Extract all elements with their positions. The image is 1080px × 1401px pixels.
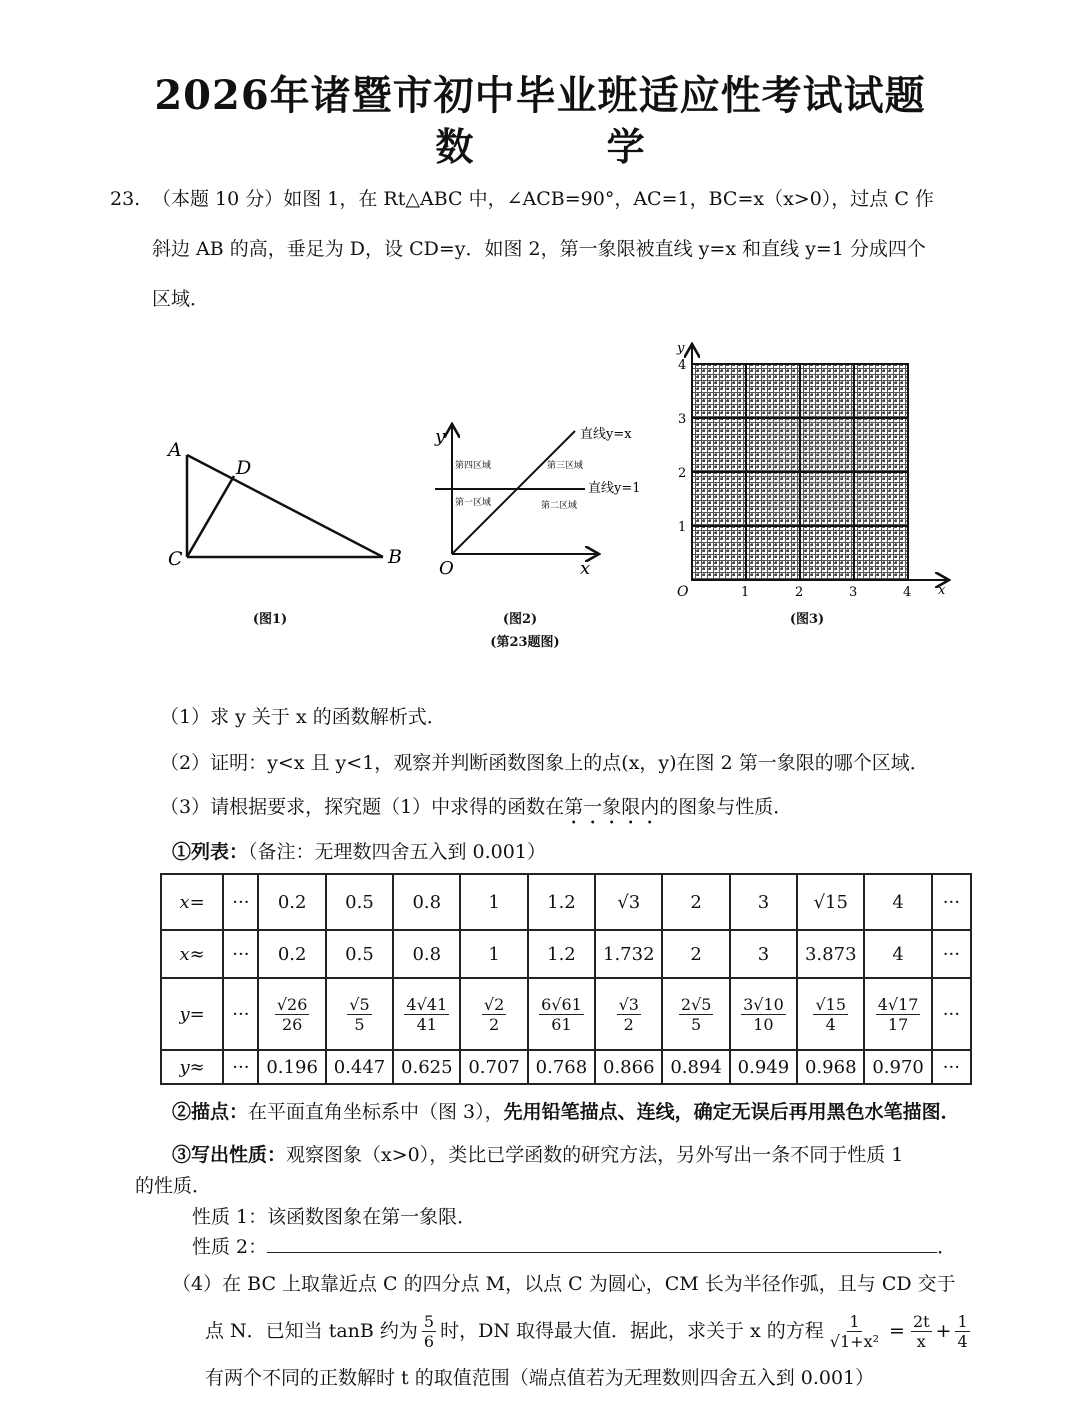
table-cell: 0.866 xyxy=(595,1050,662,1084)
figure-2 xyxy=(425,418,665,588)
table-cell: $\frac{√3}{2}$ xyxy=(595,978,662,1050)
value-table xyxy=(160,873,972,1085)
step-2-text: 在平面直角坐标系中（图 3）， xyxy=(248,1101,504,1123)
intro-line-2: 斜边 AB 的高，垂足为 D，设 CD=y．如图 2，第一象限被直线 y=x 和直线 y=1 分成四个 xyxy=(152,238,926,260)
fig3-y-tick-3: 3 xyxy=(678,412,687,427)
row-label: y≈ xyxy=(161,1050,223,1084)
property-2-end: ． xyxy=(937,1236,957,1258)
figures-group-caption: (第23题图) xyxy=(490,635,560,650)
part-3 xyxy=(160,796,792,829)
label-c: C xyxy=(168,548,183,570)
table-cell: 0.8 xyxy=(393,930,460,978)
fig3-y-tick-1: 1 xyxy=(678,520,687,535)
fig3-y-tick-4: 4 xyxy=(678,358,687,373)
ellipsis-cell: ··· xyxy=(932,874,971,930)
table-row xyxy=(161,1050,971,1084)
table-cell: 0.625 xyxy=(393,1050,460,1084)
figure-1 xyxy=(150,430,420,590)
part-4-line-1: （4）在 BC 上取靠近点 C 的四分点 M，以点 C 为圆心，CM 长为半径作弧，且与 CD 交于 xyxy=(172,1273,956,1295)
table-cell: 1.2 xyxy=(528,930,595,978)
line-y-eq-x xyxy=(452,431,578,554)
label-line-y-eq-1: 直线y=1 xyxy=(588,481,641,496)
eq-rhs-1-num: 2t xyxy=(912,1311,930,1331)
part-3-prefix: （3）请根据要求，探究题（1）中求得的函数在 xyxy=(160,796,565,818)
table-cell: 0.447 xyxy=(326,1050,393,1084)
row-label: x= xyxy=(161,874,223,930)
table-title-note: （备注：无理数四舍五入到 0.001） xyxy=(248,841,546,863)
row-label: x≈ xyxy=(161,930,223,978)
eq-lhs xyxy=(828,1312,881,1351)
table-row xyxy=(161,978,971,1050)
property-2-blank[interactable] xyxy=(267,1238,937,1253)
row-label: y= xyxy=(161,978,223,1050)
table-row xyxy=(161,930,971,978)
eq-rhs-1-den: x xyxy=(916,1331,926,1351)
figure-3 xyxy=(665,338,960,603)
table-cell: $\frac{4√17}{17}$ xyxy=(864,978,931,1050)
table-cell: 0.5 xyxy=(326,930,393,978)
table-cell: 0.970 xyxy=(864,1050,931,1084)
table-cell: 4 xyxy=(864,874,931,930)
region-3-label: 第三区域 xyxy=(547,461,584,471)
table-cell: 3 xyxy=(730,874,797,930)
ellipsis-cell: ··· xyxy=(223,978,258,1050)
table-cell: $\frac{4√41}{41}$ xyxy=(393,978,460,1050)
table-row xyxy=(161,874,971,930)
fig3-x-label: x xyxy=(938,583,946,598)
table-cell: 1 xyxy=(460,874,527,930)
table-cell: $\frac{6√61}{61}$ xyxy=(528,978,595,1050)
table-cell: 2 xyxy=(662,874,729,930)
fig2-y-label: y xyxy=(435,426,446,447)
part-3-emphasis: 第一象限内 xyxy=(564,796,660,818)
table-cell: 0.2 xyxy=(258,874,325,930)
region-4-label: 第四区域 xyxy=(455,461,492,471)
table-cell: 0.196 xyxy=(258,1050,325,1084)
table-cell: 1.2 xyxy=(528,874,595,930)
fig3-y-label: y xyxy=(677,341,685,356)
ellipsis-cell: ··· xyxy=(932,1050,971,1084)
table-cell: 1.732 xyxy=(595,930,662,978)
table-cell: $\frac{√5}{5}$ xyxy=(326,978,393,1050)
table-cell: 0.968 xyxy=(797,1050,864,1084)
table-cell: 0.894 xyxy=(662,1050,729,1084)
step-3-line-2: 的性质． xyxy=(135,1175,212,1197)
fig3-x-tick-2: 2 xyxy=(795,585,804,600)
table-title xyxy=(172,841,546,863)
table-cell: √15 xyxy=(797,874,864,930)
table-cell: $\frac{√26}{26}$ xyxy=(258,978,325,1050)
label-line-y-eq-x: 直线y=x xyxy=(580,427,632,442)
step-3-label: ③写出性质： xyxy=(172,1144,287,1166)
table-cell: 3 xyxy=(730,930,797,978)
table-cell: 0.707 xyxy=(460,1050,527,1084)
fig3-x-tick-4: 4 xyxy=(903,585,912,600)
question-number: 23. xyxy=(110,188,141,210)
step-2 xyxy=(172,1101,960,1123)
fig2-x-label: x xyxy=(580,558,591,579)
property-2-label: 性质 2： xyxy=(192,1236,268,1258)
ellipsis-cell: ··· xyxy=(223,874,258,930)
label-b: B xyxy=(388,546,402,568)
part-4-line-3: 有两个不同的正数解时 t 的取值范围（端点值若为无理数则四舍五入到 0.001） xyxy=(205,1367,875,1389)
table-cell: $\frac{2√5}{5}$ xyxy=(662,978,729,1050)
property-1: 性质 1：该函数图象在第一象限． xyxy=(192,1206,477,1228)
region-2-label: 第二区域 xyxy=(541,501,578,511)
step-2-bold-text: 先用铅笔描点、连线，确定无误后再用黑色水笔描图． xyxy=(503,1101,960,1123)
eq-rhs-2-den: 4 xyxy=(957,1331,968,1351)
region-1-label: 第一区域 xyxy=(455,498,492,508)
eq-rhs-2 xyxy=(955,1312,969,1351)
altitude-cd xyxy=(187,476,234,557)
table-cell: 2 xyxy=(662,930,729,978)
frac-tanB xyxy=(422,1312,436,1351)
label-d: D xyxy=(236,457,252,479)
table-cell: 4 xyxy=(864,930,931,978)
table-cell: 3.873 xyxy=(797,930,864,978)
frac-tanB-den: 6 xyxy=(423,1331,435,1351)
part-1: （1）求 y 关于 x 的函数解析式． xyxy=(160,706,446,728)
fig3-origin: O xyxy=(677,584,689,600)
part-4-text-a: 点 N．已知当 tanB 约为 xyxy=(205,1320,418,1342)
fig3-y-tick-2: 2 xyxy=(678,466,687,481)
table-title-label: ①列表： xyxy=(172,841,249,863)
ellipsis-cell: ··· xyxy=(223,1050,258,1084)
eq-rhs-2-num: 1 xyxy=(957,1311,968,1331)
intro-line-3: 区域． xyxy=(152,288,210,310)
fig3-x-tick-3: 3 xyxy=(849,585,858,600)
step-3 xyxy=(172,1144,903,1166)
fig3-x-tick-1: 1 xyxy=(741,585,750,600)
label-a: A xyxy=(168,439,182,461)
step-2-label: ②描点： xyxy=(172,1101,249,1123)
table-cell: 0.8 xyxy=(393,874,460,930)
subject-title: 数 学 xyxy=(435,124,705,169)
table-cell: $\frac{3√10}{10}$ xyxy=(730,978,797,1050)
table-cell: 0.949 xyxy=(730,1050,797,1084)
fig2-origin: O xyxy=(439,558,454,579)
grid-shading xyxy=(765,408,875,518)
part-4-line-2 xyxy=(205,1306,972,1356)
table-cell: $\frac{√15}{4}$ xyxy=(797,978,864,1050)
exam-title: 2026年诸暨市初中毕业班适应性考试试题 xyxy=(154,72,926,119)
ellipsis-cell: ··· xyxy=(932,930,971,978)
eq-lhs-den: √1+x² xyxy=(829,1331,880,1351)
part-4-text-b: 时，DN 取得最大值．据此，求关于 x 的方程 xyxy=(440,1320,824,1342)
figure-3-caption: (图3) xyxy=(789,612,825,627)
intro-line-1: （本题 10 分）如图 1，在 Rt△ABC 中，∠ACB=90°，AC=1，BC=x（x>0），过点 C 作 xyxy=(152,188,934,210)
table-cell: 0.5 xyxy=(326,874,393,930)
table-cell: 1 xyxy=(460,930,527,978)
frac-tanB-num: 5 xyxy=(423,1311,435,1331)
figure-2-caption: (图2) xyxy=(502,612,538,627)
part-3-suffix: 的图象与性质． xyxy=(659,796,793,818)
ellipsis-cell: ··· xyxy=(223,930,258,978)
property-2 xyxy=(192,1236,956,1258)
table-cell: $\frac{√2}{2}$ xyxy=(460,978,527,1050)
ellipsis-cell: ··· xyxy=(932,978,971,1050)
table-cell: 0.768 xyxy=(528,1050,595,1084)
eq-lhs-num: 1 xyxy=(849,1311,860,1331)
table-cell: √3 xyxy=(595,874,662,930)
eq-rhs-1 xyxy=(911,1312,932,1351)
figure-1-caption: (图1) xyxy=(252,612,288,627)
eq-plus: + xyxy=(935,1320,952,1342)
step-3-text: 观察图象（x>0），类比已学函数的研究方法，另外写出一条不同于性质 1 xyxy=(286,1144,904,1166)
part-2: （2）证明：y<x 且 y<1，观察并判断函数图象上的点(x，y)在图 2 第一象限的哪个区域． xyxy=(160,752,929,774)
eq-sign: = xyxy=(889,1320,905,1342)
table-cell: 0.2 xyxy=(258,930,325,978)
